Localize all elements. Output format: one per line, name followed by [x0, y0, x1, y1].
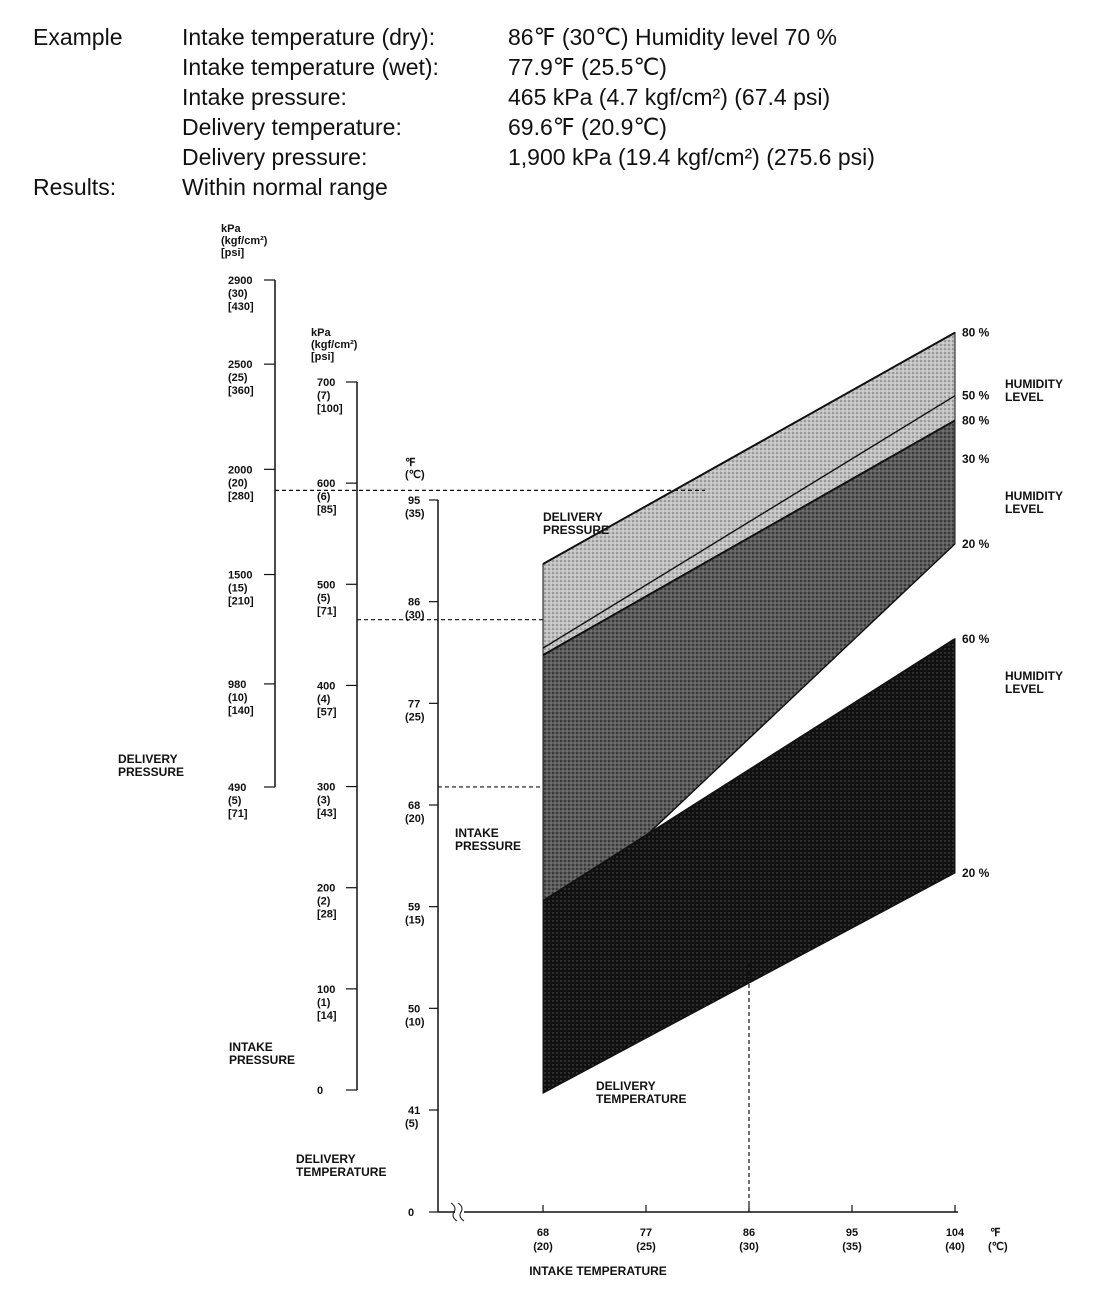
intake-pressure-tick-kpa: 300: [317, 781, 336, 794]
intake-pressure-tick-psi: [85]: [317, 504, 337, 517]
delivery-temperature-tick-f: 86: [408, 596, 421, 609]
delivery-pressure-tick-psi: [210]: [228, 595, 254, 608]
intake-pressure-tick-kgf: (3): [317, 794, 331, 807]
delivery-temperature-tick-f: 77: [408, 698, 421, 711]
intake-pressure-axis-label: PRESSURE: [229, 1053, 296, 1067]
delivery-pressure-tick-kgf: (5): [228, 795, 242, 807]
delivery-pressure-tick-kgf: (20): [228, 477, 248, 490]
intake-pressure-unit: (kgf/cm²): [311, 339, 358, 351]
delivery-temperature-tick-f: 41: [408, 1105, 421, 1117]
intake-pressure-tick-kgf: (6): [317, 491, 331, 504]
intake-pressure-tick-kpa: 0: [317, 1085, 324, 1097]
intake-pressure-tick-kgf: (2): [317, 895, 331, 908]
x-axis-tick-f: 95: [845, 1227, 859, 1239]
intake-temp-wet-value: 77.9℉ (25.5℃): [508, 54, 667, 80]
intake-temp-dry-value: 86℉ (30℃) Humidity level 70 %: [508, 24, 837, 50]
intake-pressure-unit: kPa: [311, 327, 331, 339]
delivery-temperature-unit: (℃): [405, 469, 425, 481]
delivery-temperature-tick-f: 0: [408, 1207, 415, 1219]
delivery-temperature-axis-label: DELIVERY: [296, 1152, 356, 1166]
x-axis-tick-f: 77: [639, 1227, 653, 1239]
intake-pressure-tick-kgf: (7): [317, 390, 331, 402]
delivery-pressure-unit: kPa: [221, 223, 241, 235]
x-axis-tick-f: 104: [945, 1227, 965, 1239]
humidity-level-label: HUMIDITY: [1005, 669, 1063, 683]
band-label-intake-pressure: INTAKE: [455, 826, 499, 840]
humidity-label: 20 %: [962, 865, 990, 880]
example-label: Example: [33, 24, 123, 50]
band-label-delivery-pressure: DELIVERY: [543, 510, 603, 524]
humidity-label: 60 %: [962, 631, 990, 646]
band-label-delivery-temperature: DELIVERY: [596, 1079, 656, 1093]
delivery-pressure-label: Delivery pressure:: [182, 144, 368, 170]
x-axis-tick-f: 68: [536, 1227, 550, 1239]
delivery-pressure-axis-label: PRESSURE: [118, 765, 185, 779]
x-axis-tick-c: (35): [842, 1241, 862, 1253]
intake-temp-dry-label: Intake temperature (dry):: [182, 24, 436, 50]
delivery-pressure-tick-kgf: (15): [228, 582, 248, 595]
x-axis-unit-c: (℃): [988, 1241, 1008, 1253]
delivery-temperature-tick-c: (30): [405, 609, 425, 622]
delivery-pressure-tick-kgf: (30): [228, 288, 248, 300]
intake-pressure-value: 465 kPa (4.7 kgf/cm²) (67.4 psi): [508, 84, 831, 110]
delivery-pressure-value: 1,900 kPa (19.4 kgf/cm²) (275.6 psi): [508, 144, 875, 170]
delivery-pressure-tick-kpa: 490: [228, 782, 247, 794]
intake-pressure-axis-label: INTAKE: [229, 1040, 273, 1054]
delivery-temperature-tick-c: (10): [405, 1016, 425, 1029]
humidity-label: 20 %: [962, 536, 990, 551]
band-label-delivery-pressure: PRESSURE: [543, 523, 610, 537]
delivery-temperature-tick-f: 59: [408, 901, 421, 914]
delivery-pressure-tick-kpa: 2500: [228, 359, 253, 372]
intake-pressure-tick-kpa: 700: [317, 377, 336, 389]
intake-temp-wet-label: Intake temperature (wet):: [182, 54, 439, 80]
delivery-temperature-tick-f: 95: [408, 495, 421, 507]
x-axis-tick-f: 86: [742, 1227, 756, 1239]
humidity-label: 80 %: [962, 413, 990, 428]
humidity-label: 30 %: [962, 451, 990, 466]
band-label-intake-pressure: PRESSURE: [455, 839, 522, 853]
x-axis-tick-c: (25): [636, 1241, 656, 1253]
x-axis-unit-f: ℉: [990, 1227, 1001, 1239]
band-label-delivery-temperature: TEMPERATURE: [596, 1092, 687, 1106]
intake-pressure-unit: [psi]: [311, 351, 335, 363]
humidity-level-label: LEVEL: [1005, 390, 1044, 404]
humidity-label: 80 %: [962, 325, 990, 340]
delivery-pressure-unit: [psi]: [221, 247, 245, 259]
intake-pressure-tick-kpa: 200: [317, 882, 336, 895]
humidity-level-label: LEVEL: [1005, 682, 1044, 696]
delivery-pressure-tick-kgf: (10): [228, 691, 248, 704]
intake-pressure-tick-kgf: (5): [317, 592, 331, 605]
intake-pressure-tick-kgf: (4): [317, 693, 331, 706]
delivery-temperature-tick-c: (35): [405, 508, 425, 520]
intake-pressure-tick-kgf: (1): [317, 996, 331, 1009]
delivery-pressure-tick-psi: [360]: [228, 385, 254, 398]
delivery-temperature-tick-f: 68: [408, 800, 421, 812]
intake-pressure-tick-kpa: 400: [317, 680, 336, 693]
intake-pressure-label: Intake pressure:: [182, 84, 347, 110]
humidity-level-label: HUMIDITY: [1005, 377, 1063, 391]
humidity-level-label: HUMIDITY: [1005, 489, 1063, 503]
delivery-temperature-tick-f: 50: [408, 1003, 421, 1016]
intake-pressure-tick-kpa: 100: [317, 983, 336, 996]
delivery-pressure-tick-psi: [280]: [228, 490, 254, 503]
intake-pressure-tick-kpa: 600: [317, 478, 336, 491]
intake-pressure-tick-psi: [14]: [317, 1009, 337, 1022]
delivery-temperature-unit: ℉: [405, 457, 416, 469]
delivery-temperature-axis-label: TEMPERATURE: [296, 1165, 387, 1179]
delivery-temperature-label: Delivery temperature:: [182, 114, 402, 140]
delivery-temperature-tick-c: (25): [405, 711, 425, 724]
delivery-pressure-tick-kgf: (25): [228, 372, 248, 385]
delivery-temperature-tick-c: (15): [405, 914, 425, 927]
results-value: Within normal range: [182, 174, 388, 200]
x-axis-tick-c: (30): [739, 1241, 759, 1253]
intake-pressure-tick-psi: [71]: [317, 605, 337, 618]
delivery-pressure-tick-psi: [430]: [228, 301, 254, 313]
intake-pressure-tick-psi: [28]: [317, 908, 337, 921]
x-axis-label: INTAKE TEMPERATURE: [529, 1264, 667, 1278]
delivery-pressure-tick-psi: [140]: [228, 704, 254, 717]
intake-pressure-tick-kpa: 500: [317, 579, 336, 592]
intake-pressure-tick-psi: [43]: [317, 807, 337, 820]
delivery-pressure-tick-psi: [71]: [228, 808, 248, 820]
delivery-pressure-tick-kpa: 1500: [228, 569, 253, 582]
delivery-temperature-tick-c: (20): [405, 813, 425, 825]
results-label: Results:: [33, 174, 117, 200]
delivery-temperature-value: 69.6℉ (20.9℃): [508, 114, 667, 140]
delivery-pressure-tick-kpa: 2000: [228, 464, 253, 477]
delivery-pressure-tick-kpa: 2900: [228, 275, 253, 287]
humidity-label: 50 %: [962, 388, 990, 403]
humidity-level-label: LEVEL: [1005, 502, 1044, 516]
delivery-pressure-unit: (kgf/cm²): [221, 235, 268, 247]
x-axis-tick-c: (20): [533, 1241, 553, 1253]
intake-pressure-tick-psi: [57]: [317, 706, 337, 719]
intake-pressure-tick-psi: [100]: [317, 403, 343, 415]
delivery-pressure-tick-kpa: 980: [228, 678, 247, 691]
x-axis-tick-c: (40): [945, 1241, 965, 1253]
delivery-pressure-axis-label: DELIVERY: [118, 752, 178, 766]
delivery-temperature-tick-c: (5): [405, 1118, 419, 1130]
